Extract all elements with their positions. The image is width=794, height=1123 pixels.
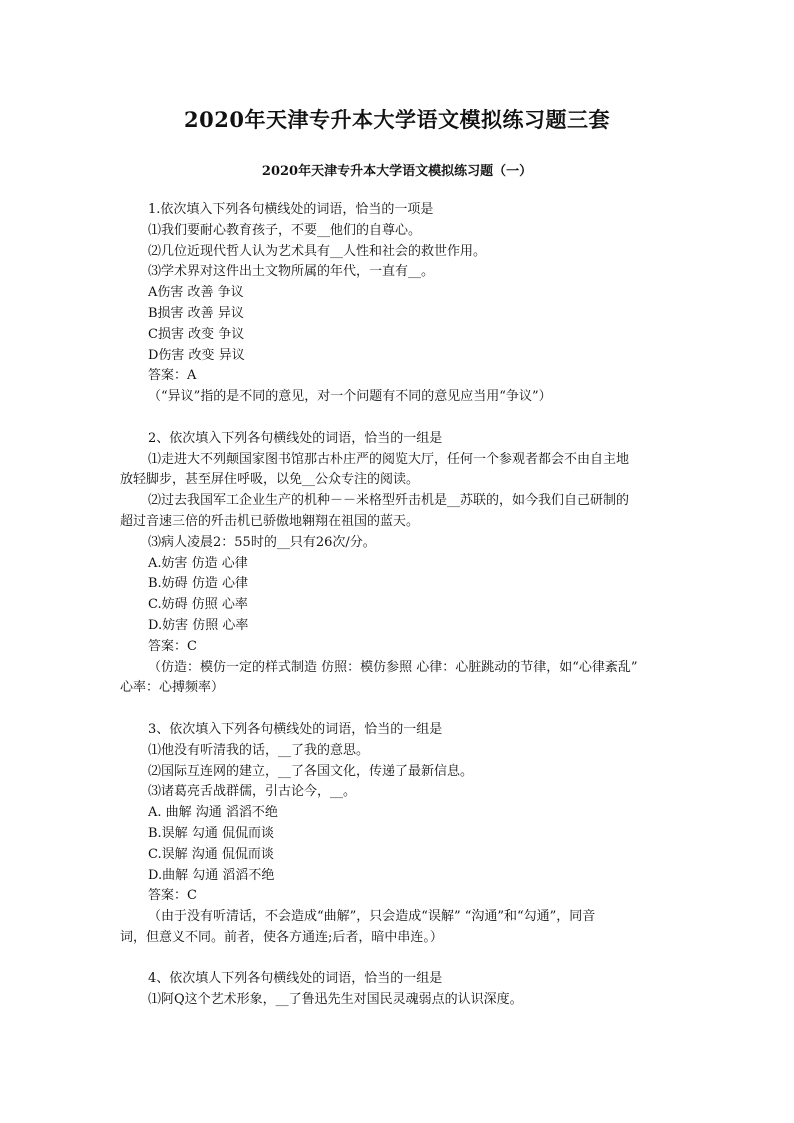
answer-explanation: （“异议”指的是不同的意见，对一个问题有不同的意见应当用“争议”）: [148, 389, 552, 405]
option-c: C.妨碍 仿照 心率: [148, 597, 248, 613]
question-sentence: ⑴阿Q这个艺术形象，__了鲁迅先生对国民灵魂弱点的认识深度。: [148, 992, 523, 1008]
answer-explanation-cont: 心率：心搏频率）: [120, 680, 225, 696]
option-b: B.妨碍 仿造 心律: [148, 576, 248, 592]
section-subtitle: 2020年天津专升本大学语文模拟练习题（一）: [261, 164, 533, 179]
question-sentence-cont: 超过音速三倍的歼击机已骄傲地翱翔在祖国的蓝天。: [120, 513, 420, 529]
question-4: [120, 969, 680, 1011]
answer-explanation-cont: 词，但意义不同。前者，使各方通连;后者，暗中串连。）: [120, 929, 443, 945]
spacer: [120, 949, 680, 970]
answer: 答案：A: [148, 368, 197, 384]
question-sentence: ⑴他没有听清我的话，__了我的意思。: [148, 742, 370, 758]
question-sentence: ⑶诸葛亮舌战群儒，引古论今，__。: [148, 784, 357, 800]
answer-explanation: （仿造：模仿一定的样式制造 仿照：模仿参照 心律：心脏跳动的节律，如“心律紊乱”: [148, 659, 638, 675]
option-b: B.误解 勾通 侃侃而谈: [148, 825, 274, 841]
question-3: [120, 720, 680, 949]
question-stem: 1.依次填入下列各句横线处的词语，恰当的一项是: [148, 202, 434, 217]
question-sentence: ⑴走进大不列颠国家图书馆那古朴庄严的阅览大厅，任何一个参观者都会不由自主地: [148, 451, 630, 467]
spacer: [120, 699, 680, 720]
option-b: B损害 改善 异议: [148, 305, 244, 321]
spacer: [120, 408, 680, 429]
question-1: [120, 200, 680, 408]
document-title: 2020年天津专升本大学语文模拟练习题三套: [184, 107, 610, 132]
option-a: A. 曲解 沟通 滔滔不绝: [148, 805, 278, 821]
option-a: A.妨害 仿造 心律: [148, 555, 248, 571]
question-sentence: ⑵几位近现代哲人认为艺术具有__人性和社会的救世作用。: [148, 243, 487, 259]
question-sentence: ⑶病人凌晨2：55时的__只有26次/分。: [148, 534, 376, 550]
question-stem: 4、依次填人下列各句横线处的词语，恰当的一组是: [148, 971, 443, 987]
option-c: C.误解 沟通 侃侃而谈: [148, 846, 274, 862]
question-stem: 3、依次填入下列各句横线处的词语，恰当的一组是: [148, 721, 443, 737]
answer-explanation: （由于没有听清话，不会造成“曲解”，只会造成“误解” “沟通”和“勾通”，同音: [148, 909, 596, 925]
answer: 答案：C: [148, 888, 197, 904]
question-sentence: ⑶学术界对这件出土文物所属的年代，一直有__。: [148, 264, 435, 280]
question-sentence: ⑵国际互连网的建立，__了各国文化，传递了最新信息。: [148, 763, 474, 779]
option-d: D伤害 改变 异议: [148, 347, 245, 363]
option-d: D.妨害 仿照 心率: [148, 617, 249, 633]
question-sentence: ⑵过去我国军工企业生产的机种－－米格型歼击机是__苏联的，如今我们自己研制的: [148, 493, 630, 509]
question-2: [120, 429, 680, 699]
option-c: C损害 改变 争议: [148, 326, 245, 342]
answer: 答案：C: [148, 638, 197, 654]
option-d: D.曲解 勾通 滔滔不绝: [148, 867, 275, 883]
question-stem: 2、依次填入下列各句横线处的词语，恰当的一组是: [148, 430, 443, 446]
question-sentence-cont: 放轻脚步，甚至屏住呼吸，以免__公众专注的阅读。: [120, 472, 420, 488]
question-sentence: ⑴我们要耐心教育孩子，不要__他们的自尊心。: [148, 222, 422, 238]
document-content: [120, 200, 680, 1011]
option-a: A伤害 改善 争议: [148, 285, 244, 301]
